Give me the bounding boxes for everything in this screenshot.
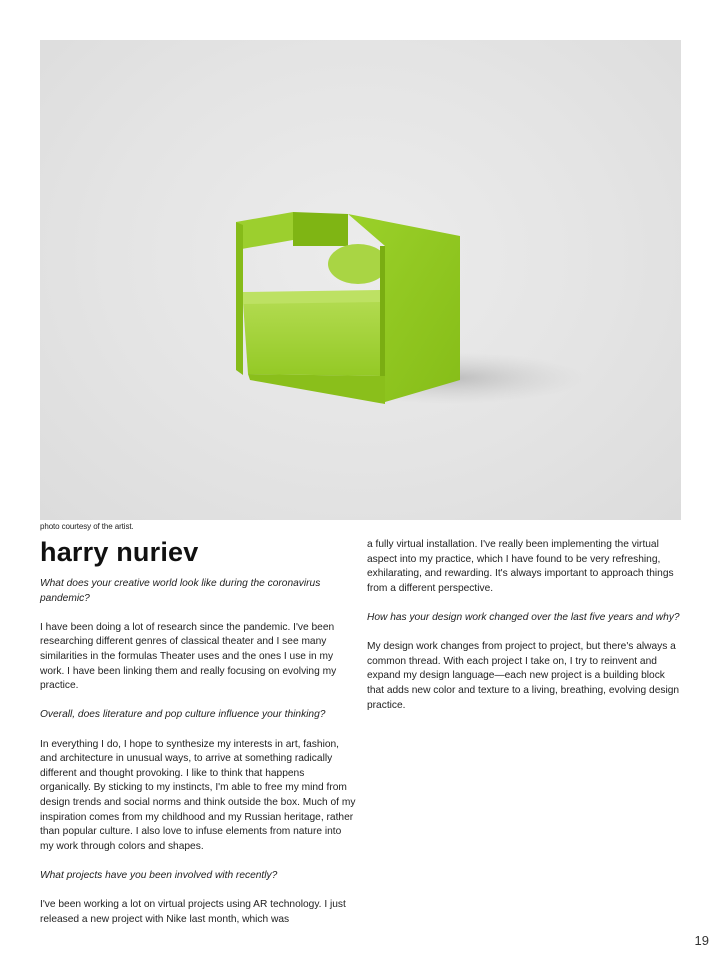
chair-left-arm-edge: [236, 222, 243, 375]
chair-base: [248, 374, 385, 404]
chair-left-arm-top: [236, 212, 293, 250]
chair-back: [293, 212, 348, 246]
interview-question: Overall, does literature and pop culture influence your thinking?: [40, 709, 326, 721]
interview-answer: a fully virtual installation. I've really been implementing the virtual aspect into my practice, which I have found to be very refreshing, exhilarating, and rewarding. It's always important to approach things from a different perspective.: [367, 539, 674, 594]
chair-seat-top: [243, 290, 380, 304]
interview-question: What projects have you been involved with recently?: [40, 869, 278, 881]
chair-cushion: [328, 244, 388, 284]
photo-caption: photo courtesy of the artist.: [40, 522, 134, 531]
interview-answer: I've been working a lot on virtual projects using AR technology. I just released a new project with Nike last month, which was: [40, 899, 346, 925]
article-title: harry nuriev: [40, 537, 199, 567]
interview-answer: My design work changes from project to project, but there's always a common thread. With each project I take on, I try to reinvent and expand my design language—each new project is a building block that adds new color and texture to a living, breathing, evolving design practice.: [367, 641, 680, 711]
article-column-right: [367, 538, 683, 728]
interview-answer: I have been doing a lot of research since the pandemic. I've been researching different genres of classical theater and I see many similarities in the formulas Theater uses and the ones I use in my work. I have been linking them and really focusing on evolving my practice.: [40, 621, 337, 692]
chair-seat: [243, 300, 385, 376]
interview-answer: In everything I do, I hope to synthesize my interests in art, fashion, and architecture in unusual ways, to arrive at something radically different and thought provoking. I like to think that happens organically. By sticking to my instincts, I'm able to free my mind from design trends and social norms and think outside the box. Much of my inspiration comes from my childhood and my Russian heritage, rather than popular culture. I also love to infuse elements from nature into my work through colors and shapes.: [40, 738, 356, 852]
article-column-left: [40, 577, 356, 942]
interview-question: What does your creative world look like during the coronavirus pandemic?: [40, 578, 321, 604]
page-number: 19: [694, 933, 709, 948]
armchair-illustration: [40, 40, 681, 520]
article-photo: [40, 40, 681, 520]
interview-question: How has your design work changed over the last five years and why?: [367, 611, 680, 623]
